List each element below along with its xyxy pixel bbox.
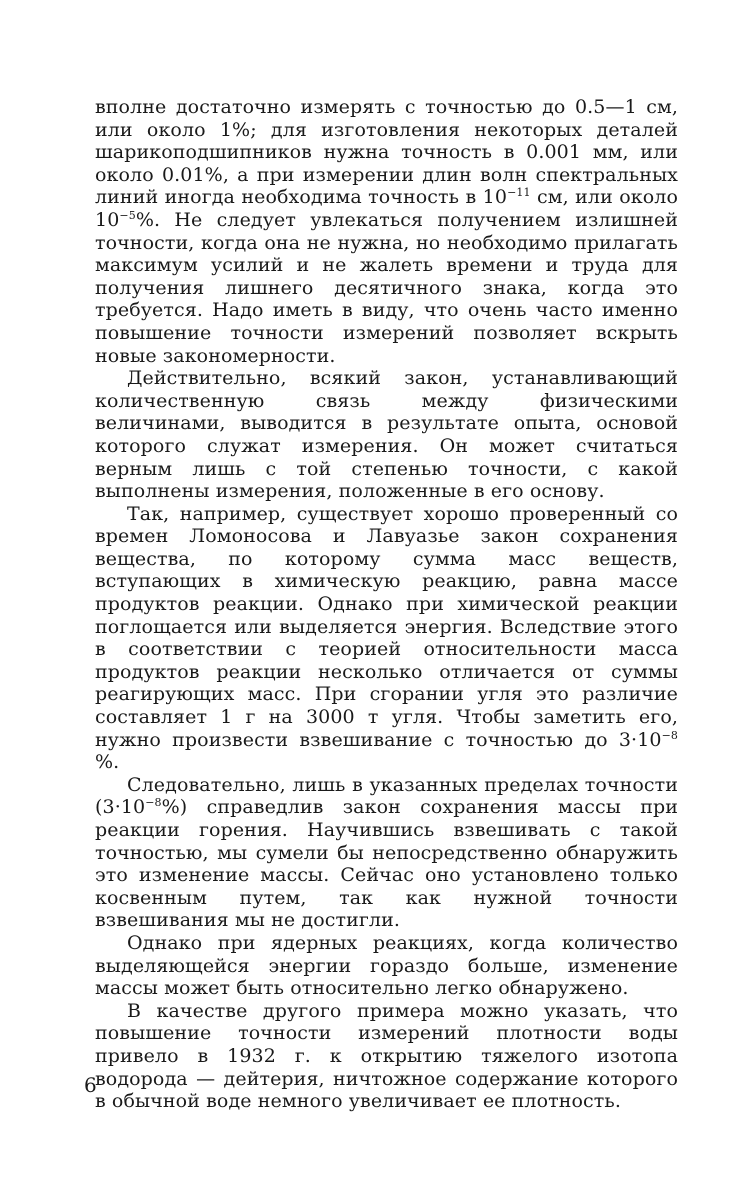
paragraph-4 [95, 774, 678, 932]
paragraph-4-text-b: %) справедлив закон сохранения массы при реакции горения. Научившись взвешивать с такой точностью, мы сумели бы непосредственно обнаружить это изменение массы. Сейчас оно установлено только косвенным путем, так как нужной точности взвешивания мы не достигли. [95, 796, 678, 932]
page-body [95, 96, 678, 1113]
exponent-minus-11: −11 [507, 186, 531, 200]
paragraph-6: В качестве другого примера можно указать, что повышение точности измерений плотности воды привело в 1932 г. к открытию тяжелого изотопа водорода — дейтерия, ничтожное содержание которого в обычной воде немного увеличивает ее плотность. [95, 999, 678, 1113]
paragraph-1-text-a: вполне достаточно измерять с точностью до 0.5—1 см, или около 1%; для изготовления некоторых деталей шарикоподшипников нужна точность в 0.001 мм, или около 0.01%, а при измерении длин волн спектральных линий иногда необходима точность в 10 [95, 96, 678, 209]
paragraph-1 [95, 96, 678, 367]
paragraph-3-text-a: Так, например, существует хорошо проверенный со времен Ломоносова и Лавуазье закон сохранения вещества, по которому сумма масс веществ, вступающих в химическую реакцию, равна массе продуктов реакции. Однако при химической реакции поглощается или выделяется энергия. Вследствие этого в соответствии с теорией относительности масса продуктов реакции несколько отличается от суммы реагирующих масс. При сгорании угля это различие составляет 1 г на 3000 т угля. Чтобы заметить его, нужно произвести взвешивание с точностью до 3·10 [95, 502, 678, 751]
paragraph-3 [95, 503, 678, 774]
paragraph-2: Действительно, всякий закон, устанавливающий количественную связь между физическими величинами, выводится в результате опыта, основой которого служат измерения. Он может считаться верным лишь с той степенью точности, с какой выполнены измерения, положенные в его основу. [95, 367, 678, 503]
paragraph-3-text-b: %. [95, 751, 120, 774]
page-number: 6 [84, 1073, 97, 1097]
paragraph-1-text-c: %. Не следует увлекаться получением излишней точности, когда она не нужна, но необходимо прилагать максимум усилий и не жалеть времени и труда для получения лишнего десятичного знака, когда это требуется. Надо иметь в виду, что очень часто именно повышение точности измерений позволяет вскрыть новые закономерности. [95, 208, 678, 367]
paragraph-1-text-b: см, или около 10 [95, 186, 678, 231]
exponent-minus-5: −5 [119, 208, 136, 222]
exponent-minus-8: −8 [145, 796, 162, 810]
exponent-minus-8: −8 [661, 728, 678, 742]
paragraph-5: Однако при ядерных реакциях, когда количество выделяющейся энергии гораздо больше, изменение массы может быть относительно легко обнаружено. [95, 931, 678, 1000]
paragraph-4-text-a: Следовательно, лишь в указанных пределах точности (3·10 [95, 773, 678, 819]
